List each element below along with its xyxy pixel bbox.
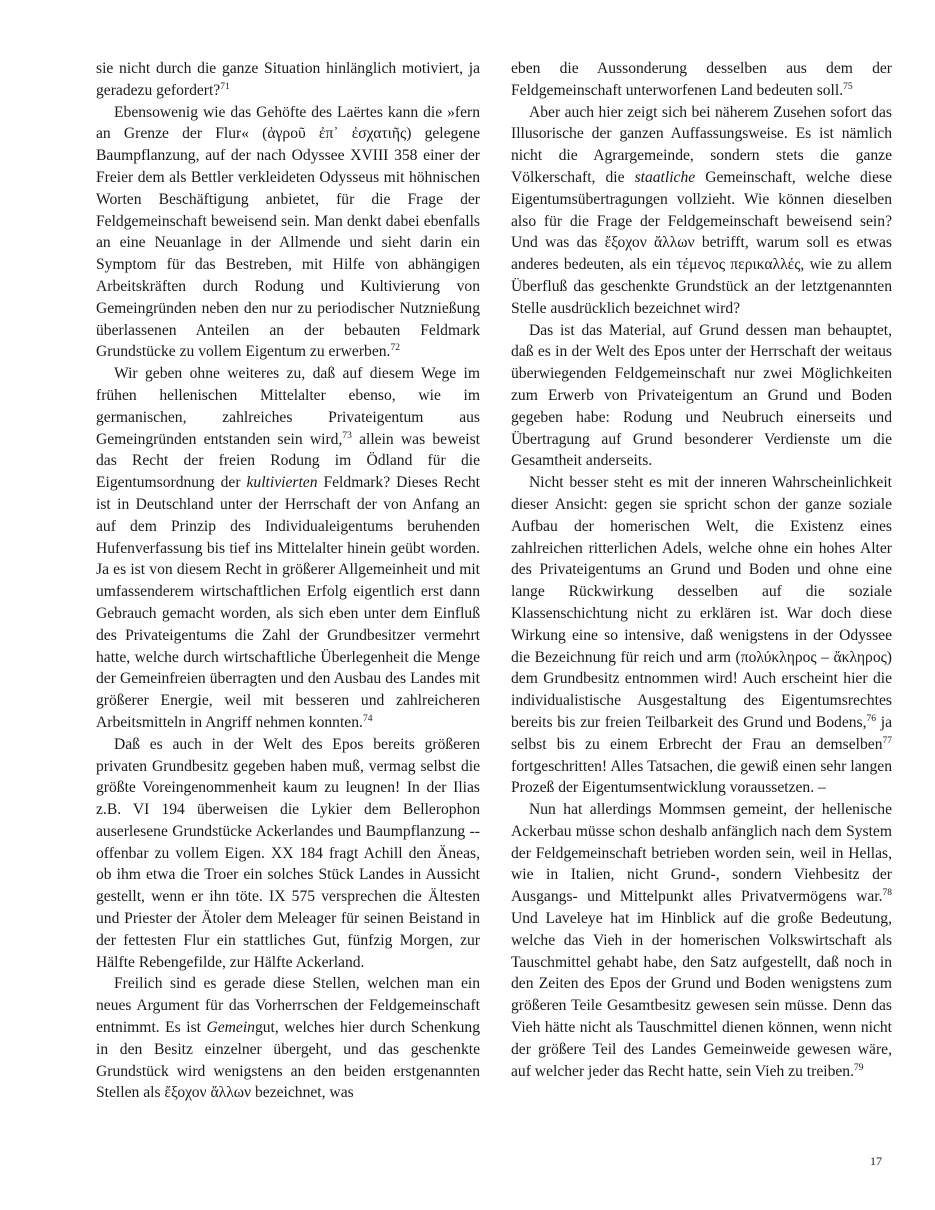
right-column (511, 58, 892, 1082)
page-number: 17 (870, 1154, 882, 1168)
paragraph (511, 320, 892, 473)
emphasis: Gemein (206, 1019, 255, 1037)
paragraph (96, 102, 480, 364)
footnote-ref: 79 (854, 1062, 864, 1073)
text-run: sie nicht durch die ganze Situation hinlänglich motiviert, ja geradezu gefordert? (96, 60, 480, 99)
text-run: Nun hat allerdings Mommsen gemeint, der hellenische Ackerbau müsse schon deshalb anfänglich nach dem System der Feldgemeinschaft betrieben worden sein, weil in Hellas, wie in Italien, nicht Grund-, sondern Viehbesitz der Ausgangs- und Mittelpunkt alles Privatvermögens war. (511, 801, 892, 906)
footnote-ref: 77 (882, 735, 892, 746)
paragraph (511, 58, 892, 102)
text-run: Feldmark? Dieses Recht ist in Deutschland unter der Herrschaft der von Anfang an auf dem Prinzip des Individualeigentums beruhenden Hufenverfassung bis tief ins Mittelalter hinein geübt worden. Ja es ist von diesem Recht in größerer Allgemeinheit und mit umfassenderem wirtschaftlichen Erfolg eigentlich erst dann Gebrauch gemacht worden, als sich eben unter dem Einfluß des Privateigentums die Zahl der Grundbesitzer vermehrt hatte, welche durch wirtschaftliche Überlegenheit die Menge der Gemeinfreien überragten und den Ausbau des Landes mit größerer Energie, weil mit besseren und zahlreicheren Arbeitsmitteln in Angriff nehmen konnten. (96, 474, 481, 731)
paragraph (511, 799, 892, 1082)
text-run: eben die Aussonderung desselben aus dem der Feldgemeinschaft unterworfenen Land bedeuten soll. (511, 60, 892, 99)
left-column (96, 58, 480, 1104)
text-run: gut, welches hier durch Schenkung in den Besitz einzelner übergeht, und das geschenkte Grundstück wird wenigstens an den beiden erstgenannten Stellen als ἔξοχον ἄλλων bezeichnet, was (96, 1019, 480, 1102)
paragraph (96, 363, 480, 734)
text-run: Wir geben ohne weiteres zu, daß auf diesem Wege im frühen hellenischen Mittelalter ebenso, wie im germanischen, zahlreiches Privateigentum aus Gemeingründen entstanden sein wird, (96, 365, 480, 448)
text-run: fortgeschritten! Alles Tatsachen, die gewiß einen sehr langen Prozeß der Eigentumsentwicklung voraussetzen. – (511, 757, 892, 797)
paragraph (96, 58, 480, 102)
paragraph (511, 102, 892, 320)
text-run: Freilich sind es gerade diese Stellen, welchen man ein neues Argument für das Vorherrschen der Feldgemeinschaft entnimmt. Es ist (96, 975, 480, 1037)
footnote-ref: 74 (362, 713, 373, 724)
footnote-ref: 72 (390, 343, 400, 354)
footnote-ref: 76 (866, 713, 877, 724)
paragraph (96, 973, 480, 1104)
text-run: Nicht besser steht es mit der inneren Wahrscheinlichkeit dieser Ansicht: gegen sie spricht schon der ganze soziale Aufbau der homerischen Welt, die Existenz eines zahlreichen ritterlichen Adels, welche ohne ein hohes Alter des Privateigentums an Grund und Boden und ohne eine lange Rückwirkung desselben auf die soziale Klassenschichtung nicht zu erklären ist. War doch diese Wirkung eine so intensive, daß wenigstens in der Odyssee die Bezeichnung für reich und arm (πολύκληρος – ἄκληρος) dem Grundbesitz entnommen wird! Auch erscheint hier die individualistische Ausgestaltung des Eigentumsrechtes bereits bis zur freien Teilbarkeit des Grund und Bodens, (511, 474, 892, 731)
paragraph (96, 734, 480, 974)
text-run: ja selbst bis zu einem Erbrecht der Frau an demselben (511, 713, 892, 753)
text-run: Aber auch hier zeigt sich bei näherem Zusehen sofort das Illusorische der ganzen Auffassungsweise. Es ist nämlich nicht die Agrargemeinde, sondern stets die ganze Völkerschaft, die (511, 103, 892, 186)
footnote-ref: 75 (843, 81, 853, 92)
emphasis: kultivierten (246, 474, 318, 492)
footnote-ref: 78 (882, 888, 892, 899)
emphasis: staatliche (634, 168, 696, 186)
paragraph (511, 472, 892, 799)
footnote-ref: 71 (220, 81, 230, 92)
text-run: Ebensowenig wie das Gehöfte des Laërtes kann die »fern an Grenze der Flur« (ἀγροῦ ἐπ᾽ ἐσχατιῆς) gelegene Baumpflanzung, auf der nach Odyssee XVIII 358 einer der Freier dem als Bettler verkleideten Odysseus mit höhnischen Worten Beschäftigung anbietet, für die Frage der Feldgemeinschaft beweisend sein. Man denkt dabei ebenfalls an eine Neuanlage in der Allmende und sieht darin ein Symptom für das Bestreben, mit Hilfe von abhängigen Arbeitskräften durch Rodung und Kultivierung von Gemeingründen neben den nur zu periodischer Nutznießung überlassenen Anteilen an der bebauten Feldmark Grundstücke zu vollem Eigentum zu erwerben. (96, 103, 480, 361)
text-run: Daß es auch in der Welt des Epos bereits größeren privaten Grundbesitz gegeben haben muß, vermag selbst die größte Voreingenommenheit kaum zu leugnen! In der Ilias z.B. VI 194 überweisen die Lykier dem Bellerophon auserlesene Grundstücke Ackerlandes und Baumpflanzung -- offenbar zu vollem Eigen. XX 184 fragt Achill den Äneas, ob ihm etwa die Troer ein solches Stück Landes in Aussicht gestellt, wenn er ihn töte. IX 575 versprechen die Ältesten und Priester der Ätoler dem Meleager für seinen Beistand in der fettesten Flur ein stattliches Gut, fünfzig Morgen, zur Hälfte Rebengefilde, zur Hälfte Ackerland. (96, 735, 480, 971)
text-run: Gemeinschaft, welche diese Eigentumsübertragungen vollzieht. Wie können dieselben also für die Frage der Feldgemeinschaft beweisend sein? Und was das ἔξοχον ἄλλων betrifft, warum soll es etwas anderes bedeuten, als ein τέμενος περικαλλές, wie zu allem Überfluß das geschenkte Grundstück an der letztgenannten Stelle ausdrücklich bezeichnet wird? (511, 168, 892, 317)
text-run: Und Laveleye hat im Hinblick auf die große Bedeutung, welche das Vieh in der homerischen Volkswirtschaft als Tauschmittel gehabt habe, den Satz aufgestellt, daß noch in den Zeiten des Epos der Grund und Boden wenigstens zum größeren Teile Gesamtbesitz gewesen sein müsse. Denn das Vieh hätte nicht als Tauschmittel dienen können, wenn nicht der größere Teil des Landes Gemeinweide gewesen wäre, auf welcher jeder das Recht hatte, sein Vieh zu treiben. (511, 910, 892, 1080)
footnote-ref: 73 (342, 430, 352, 441)
text-run: allein was beweist das Recht der freien Rodung im Ödland für die Eigentumsordnung der (96, 430, 480, 492)
text-run: Das ist das Material, auf Grund dessen man behauptet, daß es in der Welt des Epos unter der Herrschaft der weitaus überwiegenden Feldgemeinschaft nur zwei Möglichkeiten zum Erwerb von Privateigentum an Grund und Boden gegeben habe: Rodung und Neubruch einerseits und Übertragung auf Grund besonderer Verdienste um die Gesamtheit anderseits. (511, 321, 892, 470)
